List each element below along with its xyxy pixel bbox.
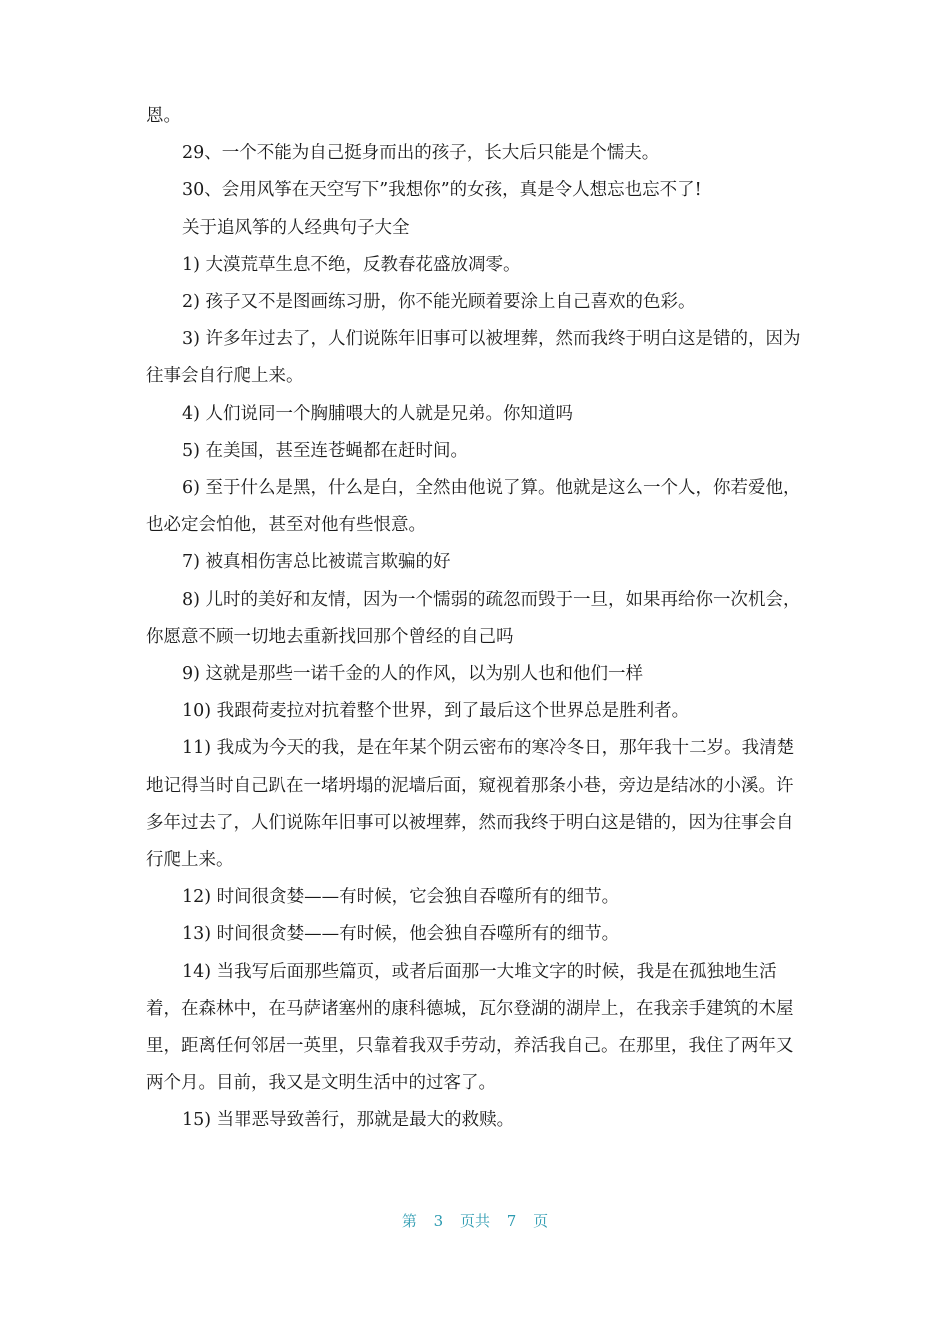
quote-item: 15) 当罪恶导致善行，那就是最大的救赎。 (182, 1110, 515, 1131)
quote-item: 14) 当我写后面那些篇页，或者后面那一大堆文字的时候，我是在孤独地生活着，在森林中，在马萨诸塞州的康科德城，瓦尔登湖的湖岸上，在我亲手建筑的木屋里，距离任何邻居一英里，只靠着我双手劳动，养活我自己。在那里，我住了两年又两个月。目前，我又是文明生活中的过客了。 (146, 961, 794, 1094)
quote-item: 12) 时间很贪婪——有时候，它会独自吞噬所有的细节。 (182, 887, 620, 908)
document-body (146, 98, 806, 1140)
page-number: 3 (433, 1212, 444, 1230)
quote-item: 1) 大漠荒草生息不绝，反教春花盛放凋零。 (182, 254, 521, 275)
total-pages: 7 (506, 1212, 517, 1230)
page-footer (0, 1210, 950, 1231)
quote-item: 13) 时间很贪婪——有时候，他会独自吞噬所有的细节。 (182, 924, 620, 945)
quote-item: 8) 儿时的美好和友情，因为一个懦弱的疏忽而毁于一旦，如果再给你一次机会，你愿意不顾一切地去重新找回那个曾经的自己吗 (146, 589, 801, 647)
section-heading: 关于追风筝的人经典句子大全 (182, 217, 410, 238)
quote-item: 3) 许多年过去了，人们说陈年旧事可以被埋葬，然而我终于明白这是错的，因为往事会自行爬上来。 (146, 329, 801, 387)
quote-item: 10) 我跟荷麦拉对抗着整个世界，到了最后这个世界总是胜利者。 (182, 701, 690, 722)
footer-prefix: 第 (401, 1212, 417, 1230)
quote-item: 7) 被真相伤害总比被谎言欺骗的好 (182, 552, 451, 573)
paragraph: 30、会用风筝在天空写下”我想你”的女孩，真是令人想忘也忘不了! (182, 180, 702, 201)
quote-item: 5) 在美国，甚至连苍蝇都在赶时间。 (182, 440, 469, 461)
quote-item: 4) 人们说同一个胸脯喂大的人就是兄弟。你知道吗 (182, 403, 574, 424)
quote-item: 6) 至于什么是黑，什么是白，全然由他说了算。他就是这么一个人，你若爱他，也必定会怕他，甚至对他有些恨意。 (146, 478, 801, 536)
footer-middle: 页共 (459, 1212, 490, 1230)
footer-suffix: 页 (533, 1212, 549, 1230)
paragraph: 29、一个不能为自己挺身而出的孩子，长大后只能是个懦夫。 (182, 143, 660, 164)
quote-item: 11) 我成为今天的我，是在年某个阴云密布的寒冷冬日，那年我十二岁。我清楚地记得当时自己趴在一堵坍塌的泥墙后面，窥视着那条小巷，旁边是结冰的小溪。许多年过去了，人们说陈年旧事可以被埋葬，然而我终于明白这是错的，因为往事会自行爬上来。 (146, 738, 795, 871)
quote-item: 2) 孩子又不是图画练习册，你不能光顾着要涂上自己喜欢的色彩。 (182, 292, 696, 313)
quote-item: 9) 这就是那些一诺千金的人的作风，以为别人也和他们一样 (182, 664, 644, 685)
paragraph: 恩。 (146, 106, 181, 126)
